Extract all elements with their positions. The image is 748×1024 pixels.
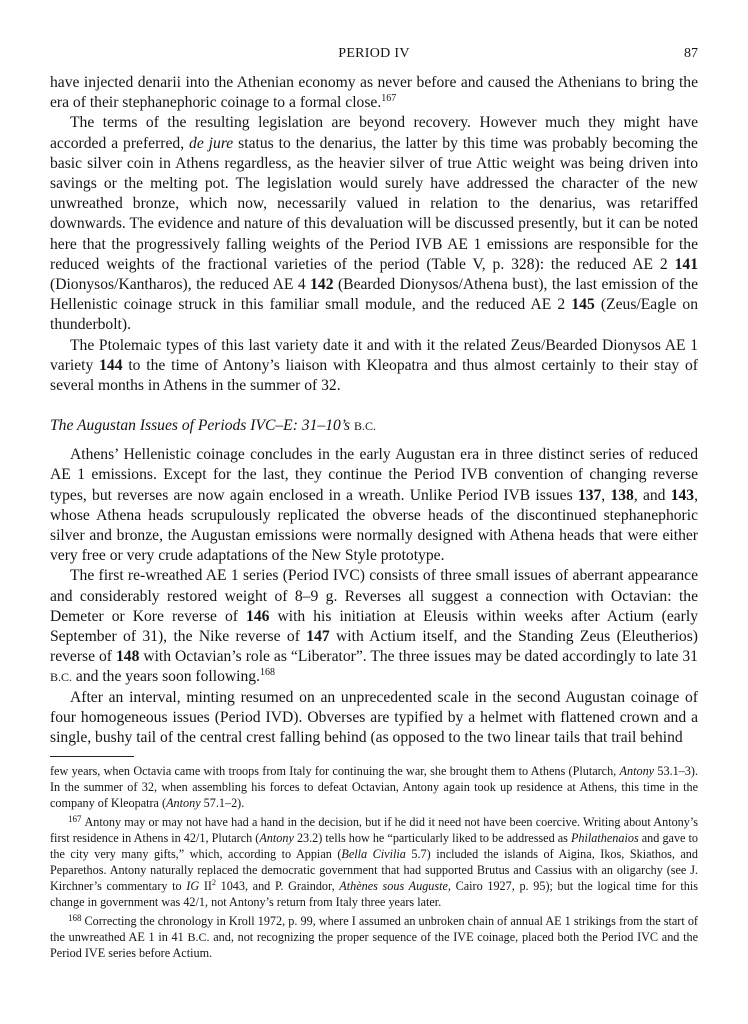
- footnote-number: 167: [68, 814, 82, 825]
- page: [50, 46, 698, 961]
- page-number: 87: [684, 46, 698, 61]
- catalog-ref-145: 145: [571, 296, 595, 314]
- section-heading: The Augustan Issues of Periods IVC–E: 31–10’s B.C.: [50, 417, 376, 435]
- paragraph-2: The terms of the resulting legislation are beyond recovery. However much they might have accorded a preferred, de jure status to the denarius, the latter by this time was probably becoming the basic silver coin in Athens regardless, as the heavier silver of true Attic weight was being driven into savings or the melting pot. The legislation would surely have addressed the character of the new unwreathed bronze, which now, necessarily valued in relation to the denarius, was retariffed downwards. The evidence and nature of this devaluation will be discussed presently, but it can be noted here that the progressively falling weights of the Period IVB AE 1 emissions are responsible for the reduced weights of the fractional varieties of the period (Table V, p. 328): the reduced AE 2 141 (Dionysos/Kantharos), the reduced AE 4 142 (Bearded Dionysos/Athena bust), the last emission of the Hellenistic coinage struck in this familiar small module, and the reduced AE 2 145 (Zeus/Eagle on thunderbolt).: [50, 114, 698, 334]
- catalog-ref-138: 138: [610, 486, 634, 504]
- catalog-ref-146: 146: [246, 607, 270, 625]
- catalog-ref-144: 144: [99, 356, 123, 374]
- paragraph-1: have injected denarii into the Athenian economy as never before and caused the Athenians to bring the era of their stephanephoric coinage to a formal close.$^{167}$: [50, 74, 698, 112]
- body-text: [50, 73, 698, 748]
- footnote-number: 168: [68, 913, 82, 924]
- catalog-ref-137: 137: [577, 486, 602, 504]
- footnote-168: $^{168}$ Correcting the chronology in Kroll 1972, p. 99, where I assumed an unbroken chain of annual AE 1 strikings from the start of the unwreathed AE 1 in 41 B.C. and, not recognizing the proper sequence of the IVE coinage, placed both the Period IVC and the Period IVE series before Actium.: [50, 913, 699, 961]
- catalog-ref-148: 148: [115, 648, 140, 666]
- paragraph-6: After an interval, minting resumed on an unprecedented scale in the second Augustan coinage of four homogeneous issues (Period IVD). Obverses are typified by a helmet with flattened crown and a single, bushy tail of the central crest falling behind (as opposed to the two linear tails that trail behind: [50, 688, 698, 747]
- footnote-ref-167[interactable]: 167: [381, 93, 397, 105]
- footnotes: [50, 763, 698, 961]
- running-title: PERIOD IV: [338, 46, 410, 61]
- catalog-ref-147: 147: [306, 628, 330, 646]
- footnote-167: $^{167}$ Antony may or may not have had a hand in the decision, but if he did it need not have been coercive. Writing about Antony’s first residence in Athens in 42/1, Plutarch (Antony 23.2) tells how he “particularly liked to be addressed as Philathenaios and gave to the city very many gifts,” which, according to Appian (Bella Civilia 5.7) included the islands of Aigina, Ikos, Skiathos, and Peparethos. Antony naturally replaced the democratic government that had supported Brutus and Cassius with an oligarchy (see J. Kirchner’s commentary to IG $II^2$ 1043, and P. Graindor, Athènes sous Auguste, Cairo 1927, p. 95); but the logical time for this change in government was 42/1, not Antony’s return from Italy three years later.: [50, 814, 698, 910]
- footnote-rule: [50, 756, 134, 757]
- paragraph-3: The Ptolemaic types of this last variety date it and with it the related Zeus/Bearded Dionysos AE 1 variety 144 to the time of Antony’s liaison with Kleopatra and thus almost certainly to their stay of several months in Athens in the summer of 32.: [50, 336, 698, 395]
- catalog-ref-141: 141: [674, 255, 698, 273]
- running-head: [50, 46, 698, 66]
- catalog-ref-142: 142: [310, 276, 334, 294]
- footnote-continuation: few years, when Octavia came with troops from Italy for continuing the war, she brought them to Athens (Plutarch, Antony 53.1–3). In the summer of 32, when assembling his forces to defeat Octavian, Antony again took up residence at Athens, this time in the company of Kleopatra (Antony 57.1–2).: [50, 764, 698, 811]
- paragraph-4: Athens’ Hellenistic coinage concludes in the early Augustan era in three distinct series of reduced AE 1 emissions. Except for the last, they continue the Period IVB convention of changing reverse types, but reverses are now again enclosed in a wreath. Unlike Period IVB issues 137, 138, and 143, whose Athena heads scrupulously replicated the obverse heads of the discontinued stephanephoric silver and bronze, the Augustan emissions were normally designed with Athena heads that were either very free or very crude adaptations of the New Style prototype.: [50, 446, 698, 565]
- catalog-ref-143: 143: [670, 486, 695, 504]
- footnote-ref-168[interactable]: 168: [259, 667, 275, 679]
- paragraph-5: The first re-wreathed AE 1 series (Period IVC) consists of three small issues of aberrant appearance and considerably restored weight of 8–9 g. Reverses all suggest a connection with Octavian: the Demeter or Kore reverse of 146 with his initiation at Eleusis within weeks after Actium (early September of 31), the Nike reverse of 147 with Actium itself, and the Standing Zeus (Eleutherios) reverse of 148 with Octavian’s role as “Liberator”. The three issues may be dated accordingly to late 31 B.C. and the years soon following.$^{168}$: [50, 567, 698, 686]
- de-jure-term: de jure: [189, 134, 234, 152]
